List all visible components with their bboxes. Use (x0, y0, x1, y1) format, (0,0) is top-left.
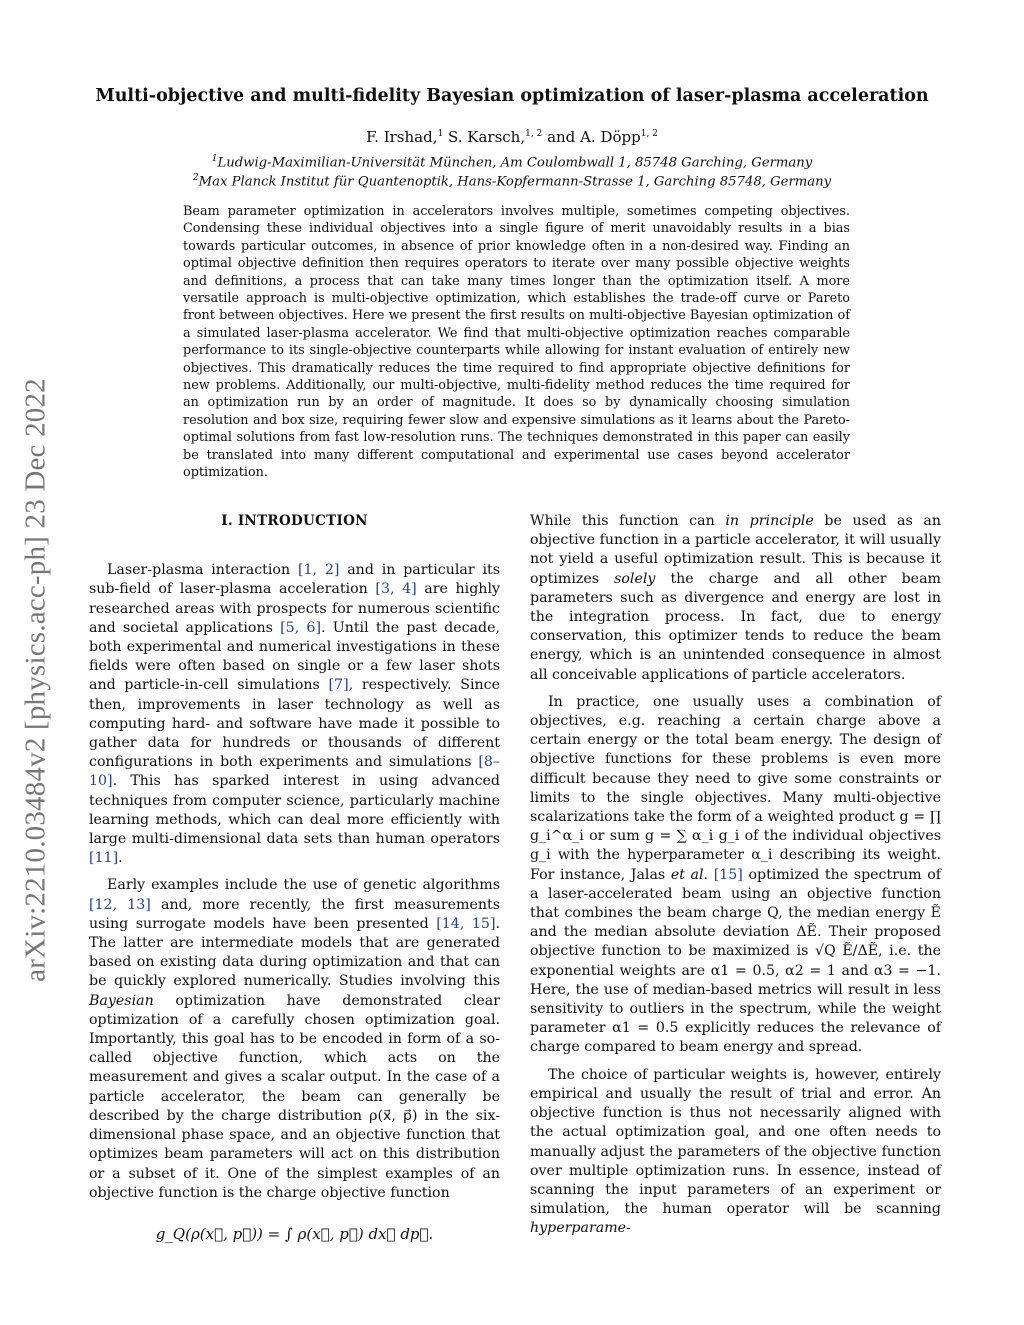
author-line (60, 128, 964, 146)
citation-link[interactable]: [15] (713, 866, 743, 883)
paragraph: The choice of particular weights is, however, entirely empirical and usually the result of trial and error. An objective function is thus not necessarily aligned with the actual optimization goal, and one often needs to manually adjust the parameters of the objective function over multiple optimization runs. In essence, instead of scanning the input parameters of an experiment or simulation, the human operator will be scanning hyperparame- (530, 1066, 941, 1237)
right-column (530, 512, 941, 1247)
equation-charge-objective: g_Q(ρ(x⃗, p⃗)) = ∫ ρ(x⃗, p⃗) dx⃗ dp⃗. (155, 1224, 434, 1243)
citation-link[interactable]: [7] (328, 677, 349, 694)
author-name: A. Döpp (580, 128, 641, 146)
citation-link[interactable]: [14, 15] (436, 915, 496, 932)
affiliation-text: Max Planck Institut für Quantenoptik, Hans-Kopfermann-Strasse 1, Garching 85748, Germany (198, 174, 832, 190)
abstract: Beam parameter optimization in accelerators involves multiple, sometimes competing objectives. Condensing these individual objectives into a single figure of merit unavoidably results in a bias towards particular outcomes, in absence of prior knowledge often in a non-desired way. Finding an optimal objective definition then requires operators to iterate over many possible objective weights and definitions, a process that can take many times longer than the optimization itself. A more versatile approach is multi-objective optimization, which establishes the trade-off curve or Pareto front between objectives. Here we present the first results on multi-objective Bayesian optimization of a simulated laser-plasma accelerator. We find that multi-objective optimization reaches comparable performance to its single-objective counterparts while allowing for instant evaluation of entirely new objectives. This dramatically reduces the time required to find appropriate objective definitions for new problems. Additionally, our multi-objective, multi-fidelity method reduces the time required for an optimization run by an order of magnitude. It does so by dynamically choosing simulation resolution and box size, requiring fewer slow and expensive simulations as it learns about the Pareto-optimal solutions from fast low-resolution runs. The techniques demonstrated in this paper can easily be translated into many different computational and experimental use cases beyond accelerator optimization. (183, 204, 850, 481)
arxiv-identifier-text: arXiv:2210.03484v2 [physics.acc-ph] 23 Dec 2022 (19, 378, 52, 982)
emphasis: Bayesian (89, 992, 154, 1009)
author-affiliation-mark: 1, 2 (525, 129, 543, 139)
citation-link[interactable]: [12, 13] (89, 896, 151, 913)
affiliation-2 (60, 173, 964, 189)
author-name: F. Irshad, (366, 128, 438, 146)
emphasis: in principle (725, 513, 814, 529)
affiliation-text: Ludwig-Maximilian-Universität München, Am Coulombwall 1, 85748 Garching, Germany (217, 155, 813, 171)
paragraph: Early examples include the use of genetic algorithms [12, 13] and, more recently, the first measurements using surrogate models have been presented [14, 15]. The latter are intermediate models that are generated based on existing data during optimization and that can be quickly explored numerically. Studies involving this Bayesian optimization have demonstrated clear optimization of a carefully chosen optimization goal. Importantly, this goal has to be encoded in form of a so-called objective function, which acts on the measurement and gives a scalar output. In the case of a particle accelerator, the beam can generally be described by the charge distribution ρ(x⃗, p⃗) in the six-dimensional phase space, and an objective function that optimizes beam parameters will act on this distribution or a subset of it. One of the simplest examples of an objective function is the charge objective function (89, 877, 500, 1201)
citation-link[interactable]: [3, 4] (375, 581, 417, 598)
emphasis: solely (614, 570, 656, 587)
author-name: S. Karsch, (447, 128, 526, 146)
emphasis: et al. (670, 866, 709, 883)
left-column (89, 512, 500, 1244)
author-connector: and (547, 128, 576, 146)
paragraph: While this function can in principle be used as an objective function in a particle accelerator, it will usually not yield a useful optimization result. This is because it optimizes solely the charge and all other beam parameters such as divergence and energy are lost in the integration process. In fact, due to energy conservation, this optimizer tends to reduce the beam energy, which is an unintended consequence in almost all conceivable applications of particle accelerators. (530, 513, 941, 683)
affiliation-mark: 2 (192, 173, 199, 183)
author-affiliation-mark: 1, 2 (640, 129, 658, 139)
paragraph: Laser-plasma interaction [1, 2] and in particular its sub-field of laser-plasma acceleration [3, 4] are highly researched areas with prospects for numerous scientific and societal applications [5, 6]. Until the past decade, both experimental and numerical investigations in these fields were often based on single or a few laser shots and particle-in-cell simulations [7], respectively. Since then, improvements in laser technology as well as computing hard- and software have made it possible to gather data for hundreds or thousands of different configurations in both experiments and simulations [8–10]. This has sparked interest in using advanced techniques from computer science, particularly machine learning methods, which can deal more efficiently with large multi-dimensional data sets than human operators [11]. (89, 562, 500, 867)
citation-link[interactable]: [5, 6] (280, 619, 321, 636)
paragraph: In practice, one usually uses a combination of objectives, e.g. reaching a certain charge above a certain energy or the total beam energy. The design of objective functions for these problems is even more difficult because they need to give some constraints or limits to the single objectives. Many multi-objective scalarizations take the form of a weighted product g = ∏ g_i^α_i or sum g = ∑ α_i g_i of the individual objectives g_i with the hyperparameter α_i describing its weight. For instance, Jalas et al. [15] optimized the spectrum of a laser-accelerated beam using an objective function that combines the beam charge Q, the median energy Ẽ and the median absolute deviation ΔẼ. Their proposed objective function to be maximized is √Q Ẽ/ΔẼ, i.e. the exponential weights are α1 = 0.5, α2 = 1 and α3 = −1. Here, the use of median-based metrics will result in less sensitivity to outliers in the spectrum, while the weight parameter α1 = 0.5 explicitly reduces the relevance of charge compared to beam energy and spread. (530, 693, 941, 1056)
citation-link[interactable]: [1, 2] (297, 562, 340, 579)
citation-link[interactable]: [11] (89, 850, 119, 867)
arxiv-identifier-stamp (16, 310, 56, 1050)
affiliation-1 (60, 154, 964, 170)
emphasis: hyperparame- (530, 1220, 631, 1237)
section-heading-introduction: I. INTRODUCTION (221, 513, 368, 529)
paper-title: Multi-objective and multi-fidelity Bayesian optimization of laser-plasma acceleration (95, 86, 929, 106)
citation-link[interactable]: [8–10] (89, 754, 500, 790)
affiliation-mark: 1 (211, 154, 218, 164)
author-affiliation-mark: 1 (437, 129, 444, 139)
